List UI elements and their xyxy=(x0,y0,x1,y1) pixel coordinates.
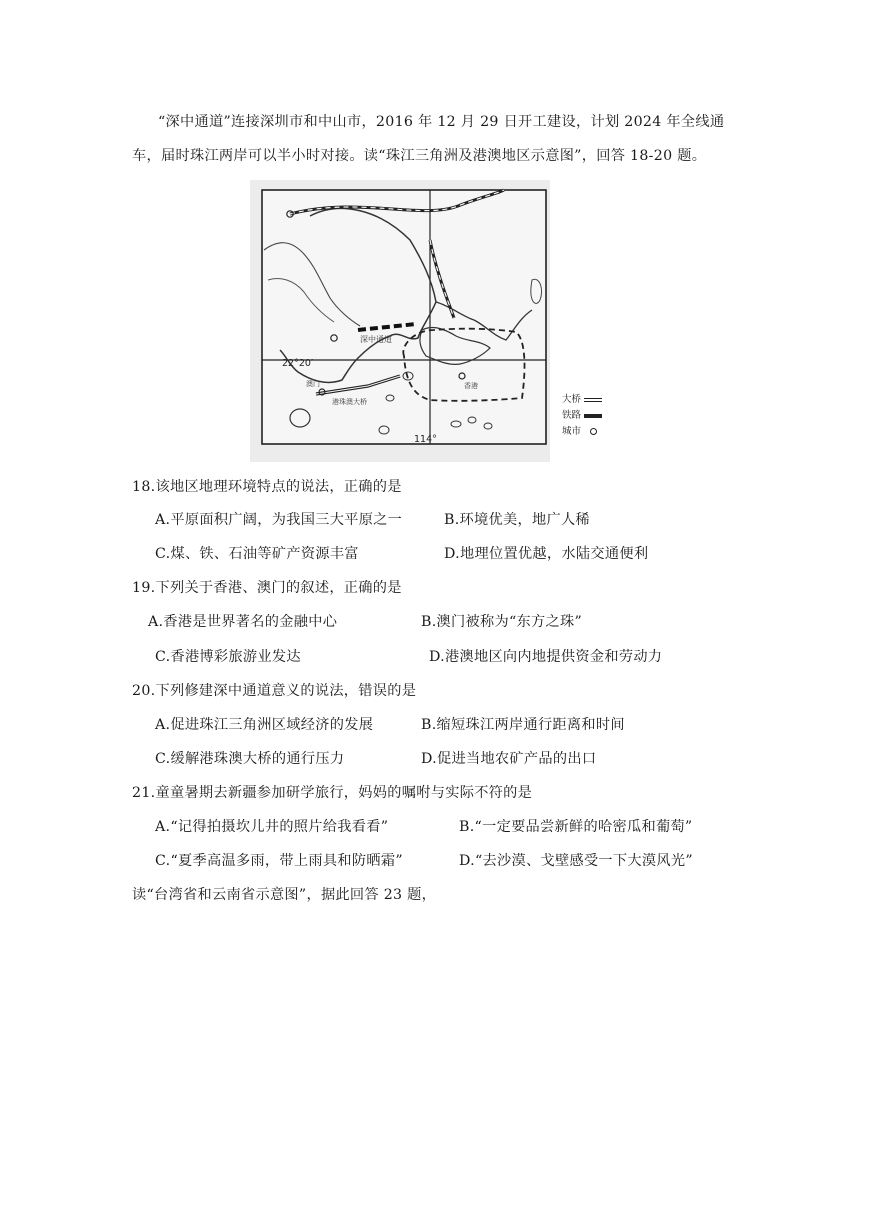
q20-option-b: B.缩短珠江两岸通行距离和时间 xyxy=(421,717,625,733)
q21-option-b: B.“一定要品尝新鲜的哈密瓜和葡萄” xyxy=(459,819,693,835)
shenzhong-label: 深中通道 xyxy=(360,335,392,344)
q18-option-a: A.平原面积广阔，为我国三大平原之一 xyxy=(155,512,403,528)
legend-bridge: 大桥 xyxy=(562,392,610,408)
q18-option-d: D.地理位置优越，水陆交通便利 xyxy=(444,546,649,562)
q19-option-d: D.港澳地区向内地提供资金和劳动力 xyxy=(429,649,663,665)
footer-instruction: 读“台湾省和云南省示意图”，据此回答 23 题， xyxy=(132,887,437,903)
q21-option-d: D.“去沙漠、戈壁感受一下大漠风光” xyxy=(459,853,693,869)
q20-option-a: A.促进珠江三角洲区域经济的发展 xyxy=(155,717,374,733)
question-21-stem: 21.童童暑期去新疆参加研学旅行，妈妈的嘱咐与实际不符的是 xyxy=(132,785,533,801)
latitude-label: 22°20′ xyxy=(282,358,314,369)
q19-option-a: A.香港是世界著名的金融中心 xyxy=(148,614,338,630)
intro-line-2: 车，届时珠江两岸可以半小时对接。读“珠江三角洲及港澳地区示意图”，回答 18-20 题。 xyxy=(132,148,707,164)
hzm-bridge-label: 港珠澳大桥 xyxy=(332,398,367,406)
q18-option-c: C.煤、铁、石油等矿产资源丰富 xyxy=(155,546,359,562)
hongkong-label: 香港 xyxy=(464,382,478,390)
q21-option-a: A.“记得拍摄坎儿井的照片给我看看” xyxy=(155,819,389,835)
q19-option-c: C.香港博彩旅游业发达 xyxy=(155,649,301,665)
intro-line-1: “深中通道”连接深圳市和中山市，2016 年 12 月 29 日开工建设，计划 2024 年全线通 xyxy=(158,114,725,130)
q19-option-b: B.澳门被称为“东方之珠” xyxy=(421,614,583,630)
map-legend-box xyxy=(562,392,610,440)
q20-option-c: C.缓解港珠澳大桥的通行压力 xyxy=(155,751,345,767)
question-19-stem: 19.下列关于香港、澳门的叙述，正确的是 xyxy=(132,580,402,596)
pearl-river-delta-map xyxy=(250,180,550,462)
legend-city: 城市 xyxy=(562,424,610,440)
question-18-stem: 18.该地区地理环境特点的说法，正确的是 xyxy=(132,479,402,495)
longitude-label: 114° xyxy=(414,434,437,445)
macau-label: 澳门 xyxy=(306,380,320,388)
q21-option-c: C.“夏季高温多雨，带上雨具和防晒霜” xyxy=(155,853,403,869)
q20-option-d: D.促进当地农矿产品的出口 xyxy=(421,751,597,767)
question-20-stem: 20.下列修建深中通道意义的说法，错误的是 xyxy=(132,683,417,699)
q18-option-b: B.环境优美，地广人稀 xyxy=(444,512,590,528)
legend-railway: 铁路 xyxy=(562,408,610,424)
